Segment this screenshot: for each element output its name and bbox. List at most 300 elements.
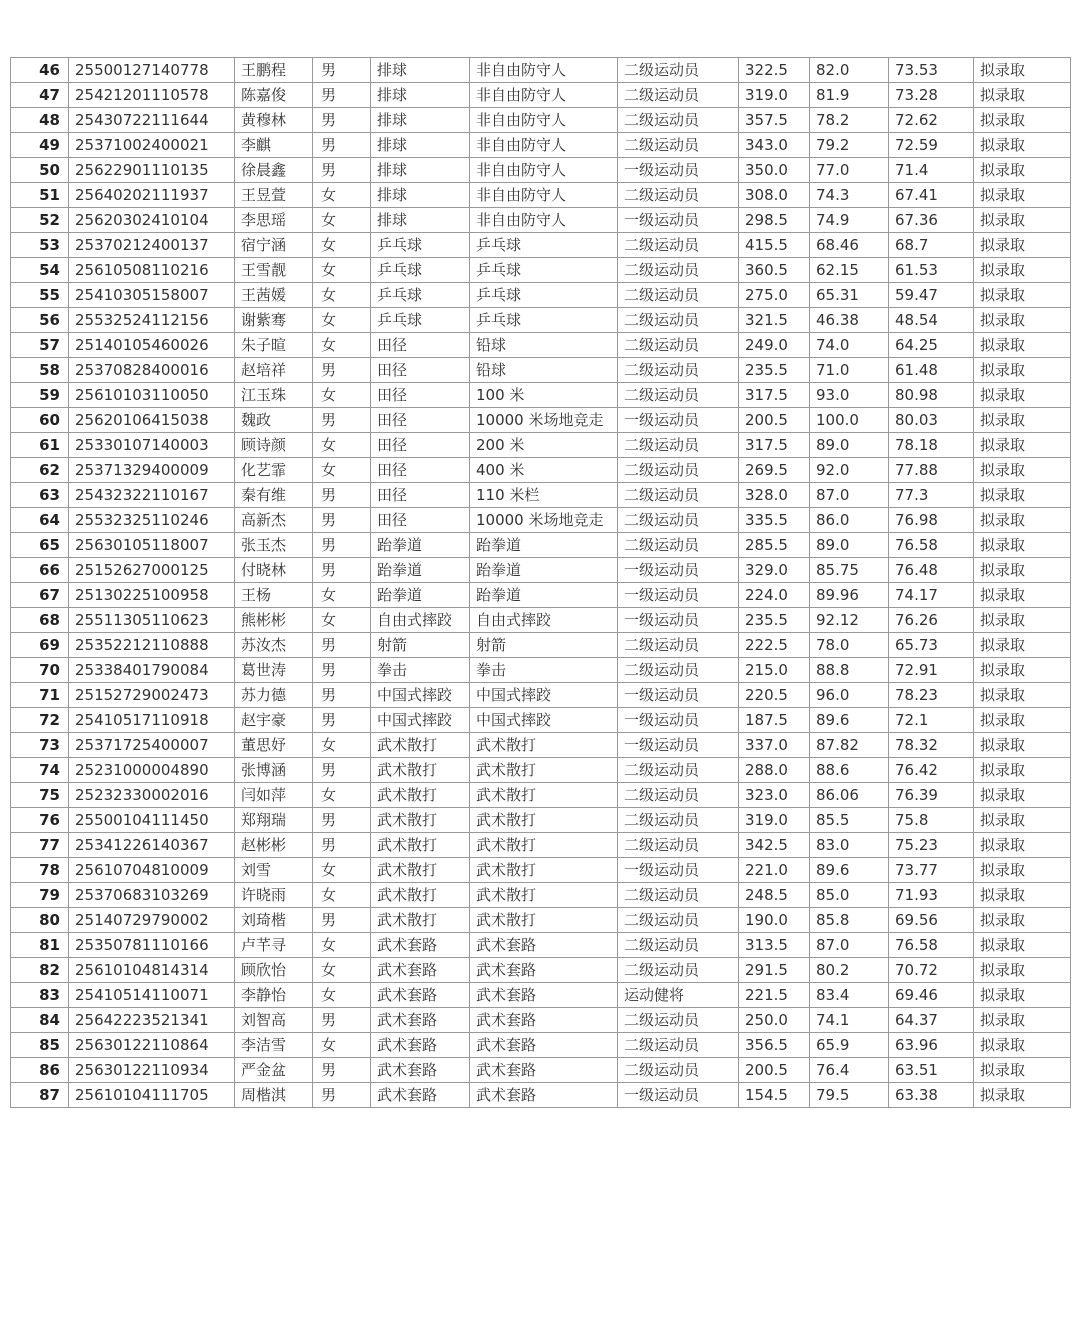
gender-cell: 女	[313, 958, 371, 983]
seq-number-cell: 78	[11, 858, 69, 883]
sport-cell: 排球	[371, 58, 470, 83]
total-score-cell: 70.72	[889, 958, 974, 983]
culture-score-cell: 319.0	[739, 83, 810, 108]
sport-score-cell: 87.82	[810, 733, 889, 758]
sport-score-cell: 100.0	[810, 408, 889, 433]
status-cell: 拟录取	[974, 258, 1071, 283]
exam-id-cell: 25371725400007	[69, 733, 235, 758]
exam-id-cell: 25640202111937	[69, 183, 235, 208]
seq-number-cell: 57	[11, 333, 69, 358]
gender-cell: 男	[313, 558, 371, 583]
gender-cell: 男	[313, 633, 371, 658]
name-cell: 秦有维	[235, 483, 313, 508]
sport-cell: 自由式摔跤	[371, 608, 470, 633]
culture-score-cell: 248.5	[739, 883, 810, 908]
athlete-level-cell: 二级运动员	[618, 658, 739, 683]
culture-score-cell: 356.5	[739, 1033, 810, 1058]
total-score-cell: 71.93	[889, 883, 974, 908]
event-cell: 武术套路	[470, 1083, 618, 1108]
athlete-level-cell: 二级运动员	[618, 458, 739, 483]
culture-score-cell: 321.5	[739, 308, 810, 333]
exam-id-cell: 25152729002473	[69, 683, 235, 708]
table-row	[11, 908, 1071, 933]
culture-score-cell: 298.5	[739, 208, 810, 233]
culture-score-cell: 235.5	[739, 608, 810, 633]
table-body	[11, 58, 1071, 1108]
name-cell: 魏政	[235, 408, 313, 433]
exam-id-cell: 25370828400016	[69, 358, 235, 383]
athlete-level-cell: 二级运动员	[618, 508, 739, 533]
sport-score-cell: 65.31	[810, 283, 889, 308]
total-score-cell: 76.58	[889, 933, 974, 958]
table-row	[11, 858, 1071, 883]
total-score-cell: 72.91	[889, 658, 974, 683]
gender-cell: 女	[313, 883, 371, 908]
event-cell: 非自由防守人	[470, 58, 618, 83]
status-cell: 拟录取	[974, 1033, 1071, 1058]
table-row	[11, 758, 1071, 783]
total-score-cell: 63.96	[889, 1033, 974, 1058]
status-cell: 拟录取	[974, 58, 1071, 83]
gender-cell: 女	[313, 983, 371, 1008]
gender-cell: 女	[313, 733, 371, 758]
sport-score-cell: 77.0	[810, 158, 889, 183]
sport-cell: 中国式摔跤	[371, 683, 470, 708]
exam-id-cell: 25410305158007	[69, 283, 235, 308]
seq-number-cell: 83	[11, 983, 69, 1008]
total-score-cell: 72.1	[889, 708, 974, 733]
status-cell: 拟录取	[974, 733, 1071, 758]
culture-score-cell: 250.0	[739, 1008, 810, 1033]
culture-score-cell: 200.5	[739, 408, 810, 433]
culture-score-cell: 187.5	[739, 708, 810, 733]
name-cell: 王昱萱	[235, 183, 313, 208]
sport-cell: 乒乓球	[371, 283, 470, 308]
event-cell: 非自由防守人	[470, 208, 618, 233]
culture-score-cell: 337.0	[739, 733, 810, 758]
status-cell: 拟录取	[974, 958, 1071, 983]
gender-cell: 女	[313, 433, 371, 458]
total-score-cell: 76.48	[889, 558, 974, 583]
table-row	[11, 483, 1071, 508]
exam-id-cell: 25232330002016	[69, 783, 235, 808]
status-cell: 拟录取	[974, 1083, 1071, 1108]
exam-id-cell: 25330107140003	[69, 433, 235, 458]
status-cell: 拟录取	[974, 408, 1071, 433]
culture-score-cell: 357.5	[739, 108, 810, 133]
sport-cell: 田径	[371, 408, 470, 433]
total-score-cell: 76.98	[889, 508, 974, 533]
sport-score-cell: 62.15	[810, 258, 889, 283]
sport-cell: 武术散打	[371, 758, 470, 783]
culture-score-cell: 323.0	[739, 783, 810, 808]
table-row	[11, 1083, 1071, 1108]
status-cell: 拟录取	[974, 158, 1071, 183]
table-row	[11, 208, 1071, 233]
sport-cell: 排球	[371, 158, 470, 183]
name-cell: 谢紫骞	[235, 308, 313, 333]
culture-score-cell: 319.0	[739, 808, 810, 833]
event-cell: 自由式摔跤	[470, 608, 618, 633]
status-cell: 拟录取	[974, 683, 1071, 708]
seq-number-cell: 68	[11, 608, 69, 633]
sport-cell: 排球	[371, 133, 470, 158]
athlete-level-cell: 二级运动员	[618, 133, 739, 158]
event-cell: 武术套路	[470, 958, 618, 983]
status-cell: 拟录取	[974, 1008, 1071, 1033]
culture-score-cell: 322.5	[739, 58, 810, 83]
sport-cell: 排球	[371, 83, 470, 108]
exam-id-cell: 25432322110167	[69, 483, 235, 508]
exam-id-cell: 25630105118007	[69, 533, 235, 558]
status-cell: 拟录取	[974, 333, 1071, 358]
sport-score-cell: 92.0	[810, 458, 889, 483]
sport-cell: 田径	[371, 358, 470, 383]
seq-number-cell: 48	[11, 108, 69, 133]
exam-id-cell: 25421201110578	[69, 83, 235, 108]
athlete-level-cell: 二级运动员	[618, 283, 739, 308]
event-cell: 武术套路	[470, 1008, 618, 1033]
total-score-cell: 59.47	[889, 283, 974, 308]
seq-number-cell: 77	[11, 833, 69, 858]
name-cell: 刘雪	[235, 858, 313, 883]
status-cell: 拟录取	[974, 108, 1071, 133]
table-row	[11, 983, 1071, 1008]
athlete-level-cell: 二级运动员	[618, 933, 739, 958]
sport-score-cell: 78.0	[810, 633, 889, 658]
seq-number-cell: 84	[11, 1008, 69, 1033]
culture-score-cell: 190.0	[739, 908, 810, 933]
seq-number-cell: 59	[11, 383, 69, 408]
culture-score-cell: 221.5	[739, 983, 810, 1008]
athlete-level-cell: 一级运动员	[618, 208, 739, 233]
athlete-level-cell: 二级运动员	[618, 308, 739, 333]
sport-cell: 排球	[371, 183, 470, 208]
event-cell: 乒乓球	[470, 308, 618, 333]
name-cell: 王茜媛	[235, 283, 313, 308]
table-row	[11, 108, 1071, 133]
sport-cell: 排球	[371, 108, 470, 133]
seq-number-cell: 55	[11, 283, 69, 308]
status-cell: 拟录取	[974, 933, 1071, 958]
sport-score-cell: 85.0	[810, 883, 889, 908]
exam-id-cell: 25231000004890	[69, 758, 235, 783]
table-row	[11, 183, 1071, 208]
name-cell: 李洁雪	[235, 1033, 313, 1058]
sport-score-cell: 79.2	[810, 133, 889, 158]
event-cell: 非自由防守人	[470, 108, 618, 133]
athlete-level-cell: 一级运动员	[618, 558, 739, 583]
gender-cell: 男	[313, 108, 371, 133]
table-row	[11, 1008, 1071, 1033]
sport-cell: 武术散打	[371, 883, 470, 908]
table-row	[11, 383, 1071, 408]
sport-score-cell: 86.06	[810, 783, 889, 808]
gender-cell: 女	[313, 283, 371, 308]
name-cell: 朱子暄	[235, 333, 313, 358]
event-cell: 武术散打	[470, 833, 618, 858]
status-cell: 拟录取	[974, 308, 1071, 333]
culture-score-cell: 317.5	[739, 433, 810, 458]
sport-cell: 武术散打	[371, 783, 470, 808]
name-cell: 赵宇豪	[235, 708, 313, 733]
total-score-cell: 76.58	[889, 533, 974, 558]
total-score-cell: 64.37	[889, 1008, 974, 1033]
total-score-cell: 78.23	[889, 683, 974, 708]
sport-score-cell: 89.96	[810, 583, 889, 608]
exam-id-cell: 25500127140778	[69, 58, 235, 83]
athlete-level-cell: 二级运动员	[618, 233, 739, 258]
table-row	[11, 433, 1071, 458]
status-cell: 拟录取	[974, 833, 1071, 858]
table-row	[11, 308, 1071, 333]
seq-number-cell: 85	[11, 1033, 69, 1058]
gender-cell: 女	[313, 583, 371, 608]
name-cell: 高新杰	[235, 508, 313, 533]
athlete-level-cell: 二级运动员	[618, 1058, 739, 1083]
athlete-level-cell: 一级运动员	[618, 683, 739, 708]
total-score-cell: 71.4	[889, 158, 974, 183]
culture-score-cell: 350.0	[739, 158, 810, 183]
status-cell: 拟录取	[974, 583, 1071, 608]
status-cell: 拟录取	[974, 83, 1071, 108]
culture-score-cell: 415.5	[739, 233, 810, 258]
event-cell: 非自由防守人	[470, 183, 618, 208]
event-cell: 非自由防守人	[470, 83, 618, 108]
sport-cell: 跆拳道	[371, 533, 470, 558]
athlete-level-cell: 二级运动员	[618, 633, 739, 658]
name-cell: 苏汝杰	[235, 633, 313, 658]
exam-id-cell: 25350781110166	[69, 933, 235, 958]
event-cell: 铅球	[470, 358, 618, 383]
event-cell: 武术套路	[470, 1058, 618, 1083]
name-cell: 王鹏程	[235, 58, 313, 83]
seq-number-cell: 52	[11, 208, 69, 233]
total-score-cell: 64.25	[889, 333, 974, 358]
name-cell: 苏力德	[235, 683, 313, 708]
athlete-level-cell: 二级运动员	[618, 183, 739, 208]
gender-cell: 男	[313, 833, 371, 858]
table-row	[11, 258, 1071, 283]
total-score-cell: 73.53	[889, 58, 974, 83]
seq-number-cell: 53	[11, 233, 69, 258]
event-cell: 乒乓球	[470, 233, 618, 258]
event-cell: 中国式摔跤	[470, 708, 618, 733]
culture-score-cell: 313.5	[739, 933, 810, 958]
culture-score-cell: 342.5	[739, 833, 810, 858]
sport-score-cell: 46.38	[810, 308, 889, 333]
seq-number-cell: 56	[11, 308, 69, 333]
athlete-level-cell: 一级运动员	[618, 608, 739, 633]
event-cell: 200 米	[470, 433, 618, 458]
name-cell: 化艺霏	[235, 458, 313, 483]
event-cell: 中国式摔跤	[470, 683, 618, 708]
gender-cell: 男	[313, 133, 371, 158]
gender-cell: 女	[313, 858, 371, 883]
total-score-cell: 65.73	[889, 633, 974, 658]
gender-cell: 男	[313, 808, 371, 833]
exam-id-cell: 25620302410104	[69, 208, 235, 233]
sport-cell: 排球	[371, 208, 470, 233]
event-cell: 武术散打	[470, 858, 618, 883]
sport-cell: 武术套路	[371, 958, 470, 983]
sport-score-cell: 65.9	[810, 1033, 889, 1058]
sport-cell: 武术套路	[371, 1033, 470, 1058]
seq-number-cell: 80	[11, 908, 69, 933]
seq-number-cell: 67	[11, 583, 69, 608]
sport-score-cell: 87.0	[810, 483, 889, 508]
total-score-cell: 76.42	[889, 758, 974, 783]
gender-cell: 男	[313, 58, 371, 83]
seq-number-cell: 73	[11, 733, 69, 758]
sport-score-cell: 76.4	[810, 1058, 889, 1083]
table-row	[11, 933, 1071, 958]
event-cell: 武术散打	[470, 758, 618, 783]
event-cell: 110 米栏	[470, 483, 618, 508]
sport-cell: 跆拳道	[371, 558, 470, 583]
culture-score-cell: 224.0	[739, 583, 810, 608]
status-cell: 拟录取	[974, 433, 1071, 458]
athlete-level-cell: 二级运动员	[618, 333, 739, 358]
sport-cell: 田径	[371, 433, 470, 458]
exam-id-cell: 25500104111450	[69, 808, 235, 833]
event-cell: 跆拳道	[470, 558, 618, 583]
name-cell: 熊彬彬	[235, 608, 313, 633]
table-row	[11, 958, 1071, 983]
sport-score-cell: 93.0	[810, 383, 889, 408]
table-row	[11, 533, 1071, 558]
status-cell: 拟录取	[974, 883, 1071, 908]
sport-score-cell: 68.46	[810, 233, 889, 258]
event-cell: 乒乓球	[470, 258, 618, 283]
seq-number-cell: 47	[11, 83, 69, 108]
gender-cell: 女	[313, 1033, 371, 1058]
total-score-cell: 76.39	[889, 783, 974, 808]
gender-cell: 男	[313, 483, 371, 508]
name-cell: 李静怡	[235, 983, 313, 1008]
gender-cell: 女	[313, 333, 371, 358]
exam-id-cell: 25630122110864	[69, 1033, 235, 1058]
athlete-level-cell: 二级运动员	[618, 1008, 739, 1033]
athlete-level-cell: 二级运动员	[618, 383, 739, 408]
total-score-cell: 80.03	[889, 408, 974, 433]
status-cell: 拟录取	[974, 233, 1071, 258]
status-cell: 拟录取	[974, 383, 1071, 408]
name-cell: 郑翔瑞	[235, 808, 313, 833]
name-cell: 徐晨鑫	[235, 158, 313, 183]
gender-cell: 女	[313, 608, 371, 633]
culture-score-cell: 285.5	[739, 533, 810, 558]
sport-cell: 乒乓球	[371, 233, 470, 258]
exam-id-cell: 25371329400009	[69, 458, 235, 483]
status-cell: 拟录取	[974, 758, 1071, 783]
gender-cell: 男	[313, 908, 371, 933]
athlete-level-cell: 二级运动员	[618, 1033, 739, 1058]
seq-number-cell: 79	[11, 883, 69, 908]
name-cell: 李思瑶	[235, 208, 313, 233]
seq-number-cell: 63	[11, 483, 69, 508]
athlete-level-cell: 二级运动员	[618, 433, 739, 458]
sport-score-cell: 74.0	[810, 333, 889, 358]
athlete-level-cell: 二级运动员	[618, 58, 739, 83]
sport-cell: 田径	[371, 458, 470, 483]
status-cell: 拟录取	[974, 808, 1071, 833]
gender-cell: 男	[313, 408, 371, 433]
status-cell: 拟录取	[974, 458, 1071, 483]
event-cell: 武术散打	[470, 733, 618, 758]
table-row	[11, 558, 1071, 583]
sport-score-cell: 88.6	[810, 758, 889, 783]
culture-score-cell: 249.0	[739, 333, 810, 358]
seq-number-cell: 70	[11, 658, 69, 683]
seq-number-cell: 76	[11, 808, 69, 833]
table-row	[11, 1033, 1071, 1058]
gender-cell: 女	[313, 233, 371, 258]
sport-cell: 田径	[371, 333, 470, 358]
culture-score-cell: 154.5	[739, 1083, 810, 1108]
culture-score-cell: 291.5	[739, 958, 810, 983]
gender-cell: 男	[313, 683, 371, 708]
total-score-cell: 61.53	[889, 258, 974, 283]
exam-id-cell: 25430722111644	[69, 108, 235, 133]
name-cell: 严金盆	[235, 1058, 313, 1083]
name-cell: 刘琦楷	[235, 908, 313, 933]
gender-cell: 女	[313, 383, 371, 408]
culture-score-cell: 235.5	[739, 358, 810, 383]
name-cell: 闫如萍	[235, 783, 313, 808]
sport-cell: 拳击	[371, 658, 470, 683]
culture-score-cell: 220.5	[739, 683, 810, 708]
sport-score-cell: 74.1	[810, 1008, 889, 1033]
seq-number-cell: 86	[11, 1058, 69, 1083]
athlete-level-cell: 二级运动员	[618, 883, 739, 908]
seq-number-cell: 54	[11, 258, 69, 283]
status-cell: 拟录取	[974, 633, 1071, 658]
athlete-level-cell: 运动健将	[618, 983, 739, 1008]
exam-id-cell: 25338401790084	[69, 658, 235, 683]
exam-id-cell: 25130225100958	[69, 583, 235, 608]
exam-id-cell: 25152627000125	[69, 558, 235, 583]
culture-score-cell: 269.5	[739, 458, 810, 483]
gender-cell: 男	[313, 83, 371, 108]
total-score-cell: 73.77	[889, 858, 974, 883]
name-cell: 赵彬彬	[235, 833, 313, 858]
table-row	[11, 833, 1071, 858]
status-cell: 拟录取	[974, 858, 1071, 883]
table-row	[11, 708, 1071, 733]
culture-score-cell: 308.0	[739, 183, 810, 208]
athlete-level-cell: 一级运动员	[618, 408, 739, 433]
status-cell: 拟录取	[974, 558, 1071, 583]
exam-id-cell: 25370683103269	[69, 883, 235, 908]
exam-id-cell: 25620106415038	[69, 408, 235, 433]
table-row	[11, 508, 1071, 533]
gender-cell: 男	[313, 158, 371, 183]
event-cell: 跆拳道	[470, 533, 618, 558]
table-row	[11, 458, 1071, 483]
seq-number-cell: 72	[11, 708, 69, 733]
gender-cell: 男	[313, 658, 371, 683]
table-row	[11, 233, 1071, 258]
athlete-level-cell: 二级运动员	[618, 783, 739, 808]
total-score-cell: 61.48	[889, 358, 974, 383]
culture-score-cell: 335.5	[739, 508, 810, 533]
total-score-cell: 63.38	[889, 1083, 974, 1108]
gender-cell: 男	[313, 533, 371, 558]
culture-score-cell: 329.0	[739, 558, 810, 583]
seq-number-cell: 51	[11, 183, 69, 208]
exam-id-cell: 25371002400021	[69, 133, 235, 158]
